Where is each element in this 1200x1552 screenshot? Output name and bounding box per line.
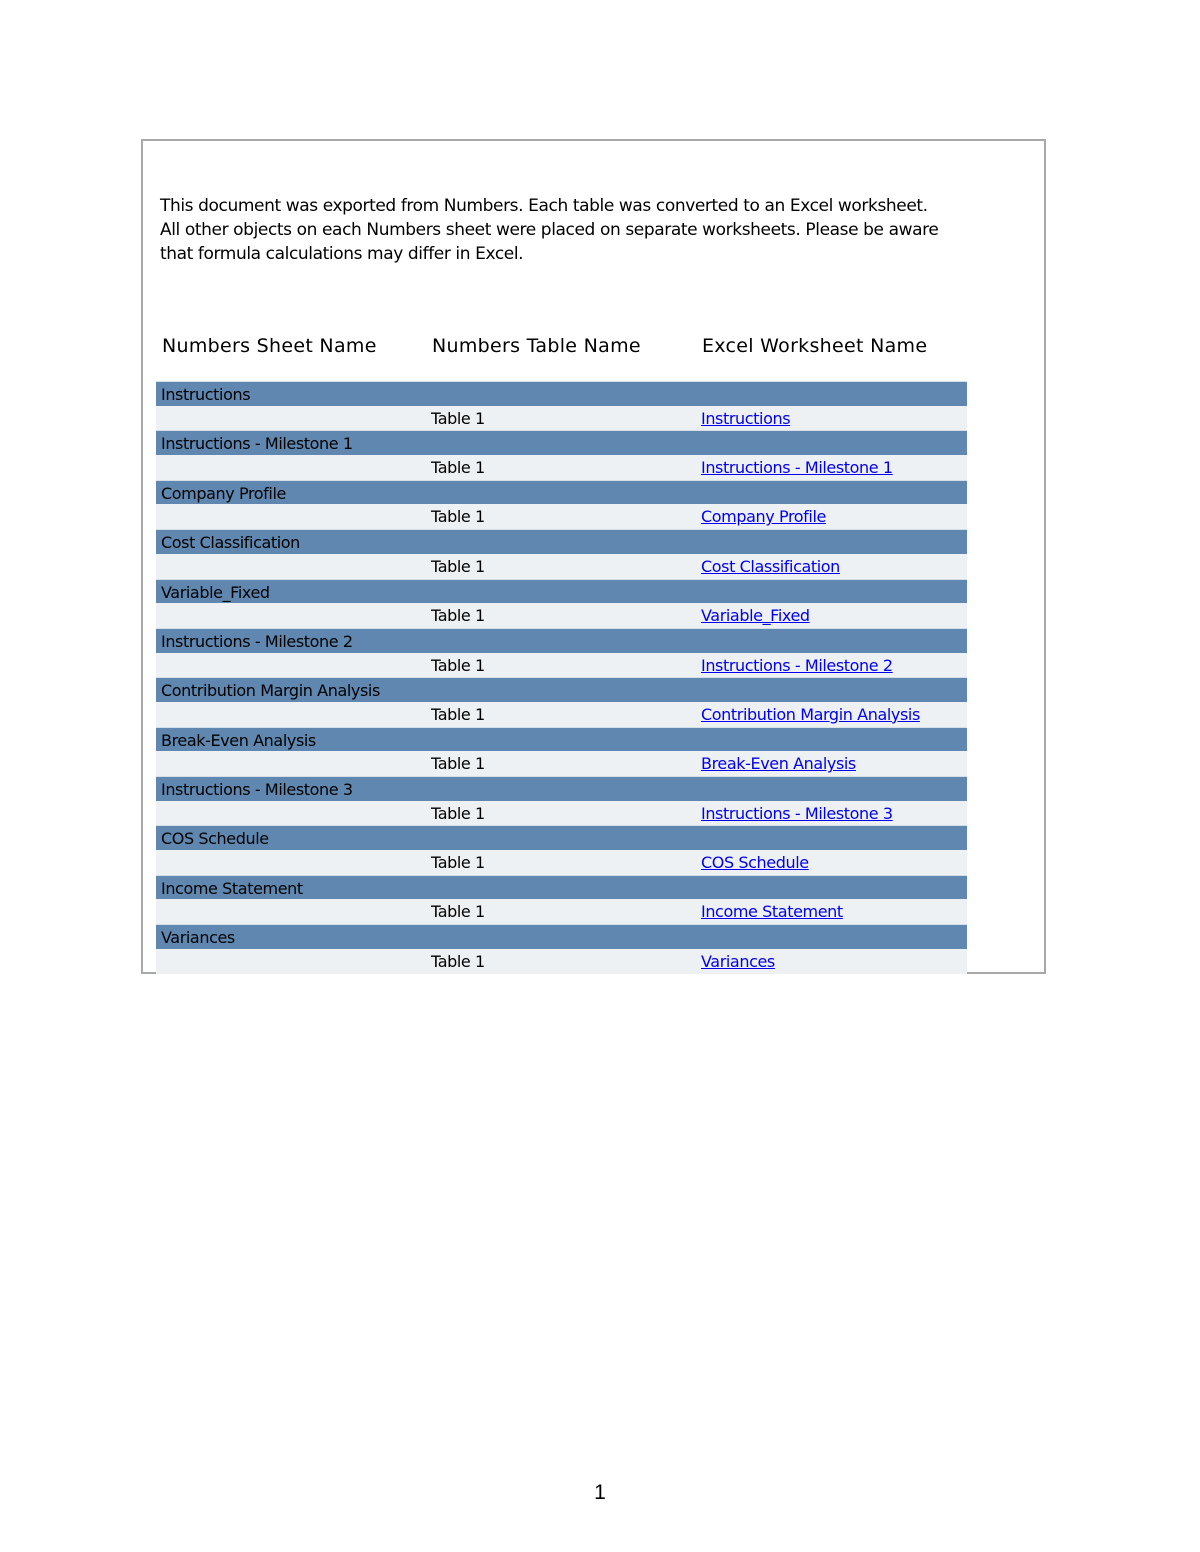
table-name: Table 1 (431, 951, 485, 971)
sheet-row (156, 825, 967, 850)
sheet-row (156, 875, 967, 900)
sheet-row (156, 677, 967, 702)
worksheet-link[interactable]: Variances (701, 951, 775, 971)
table-name: Table 1 (431, 556, 485, 576)
worksheet-link[interactable]: Instructions - Milestone 1 (701, 458, 893, 478)
sheet-name: Variances (161, 928, 235, 948)
table-row (156, 801, 967, 826)
worksheet-link[interactable]: Variable_Fixed (701, 606, 810, 626)
sheet-row (156, 727, 967, 752)
sheet-name: COS Schedule (161, 829, 269, 849)
worksheet-link[interactable]: Income Statement (701, 902, 843, 922)
table-name: Table 1 (431, 853, 485, 873)
sheet-index-table (156, 381, 967, 974)
worksheet-link[interactable]: Instructions (701, 408, 791, 428)
header-sheet-name: Numbers Sheet Name (162, 335, 377, 357)
sheet-name: Instructions (161, 385, 251, 404)
table-name: Table 1 (431, 902, 485, 922)
table-name: Table 1 (431, 803, 485, 823)
sheet-row (156, 381, 967, 406)
table-name: Table 1 (431, 606, 485, 626)
table-row (156, 850, 967, 875)
sheet-name: Contribution Margin Analysis (161, 681, 380, 701)
table-name: Table 1 (431, 704, 485, 724)
sheet-name: Instructions - Milestone 3 (161, 780, 353, 799)
header-worksheet-name: Excel Worksheet Name (702, 335, 928, 357)
sheet-name: Cost Classification (161, 533, 300, 553)
table-name: Table 1 (431, 458, 485, 478)
intro-text: This document was exported from Numbers. Each table was converted to an Excel worksheet. All other objects on each Numbers sheet were placed on separate worksheets. Please be aware that formula calculations may differ in Excel. (160, 196, 939, 264)
table-row (156, 554, 967, 579)
table-row (156, 455, 967, 480)
table-row (156, 751, 967, 776)
sheet-name: Company Profile (161, 483, 286, 503)
table-row (156, 504, 967, 529)
table-name: Table 1 (431, 507, 485, 527)
sheet-row (156, 529, 967, 554)
table-name: Table 1 (431, 754, 485, 774)
sheet-row (156, 579, 967, 604)
worksheet-link[interactable]: Company Profile (701, 507, 826, 527)
worksheet-link[interactable]: Instructions - Milestone 3 (701, 803, 893, 823)
table-row (156, 406, 967, 431)
worksheet-link[interactable]: COS Schedule (701, 853, 809, 873)
worksheet-link[interactable]: Instructions - Milestone 2 (701, 655, 893, 675)
page-number: 1 (594, 1481, 606, 1504)
worksheet-link[interactable]: Contribution Margin Analysis (701, 704, 920, 724)
sheet-row (156, 776, 967, 801)
sheet-row (156, 924, 967, 949)
table-name: Table 1 (431, 408, 485, 428)
table-row (156, 702, 967, 727)
sheet-row (156, 628, 967, 653)
table-name: Table 1 (431, 655, 485, 675)
sheet-row (156, 480, 967, 505)
header-table-name: Numbers Table Name (432, 335, 641, 357)
sheet-name: Income Statement (161, 878, 303, 898)
sheet-name: Instructions - Milestone 2 (161, 631, 353, 651)
sheet-row (156, 430, 967, 455)
worksheet-link[interactable]: Cost Classification (701, 556, 840, 576)
table-row (156, 949, 967, 974)
worksheet-link[interactable]: Break-Even Analysis (701, 754, 856, 774)
sheet-name: Instructions - Milestone 1 (161, 434, 353, 454)
table-row (156, 899, 967, 924)
sheet-name: Variable_Fixed (161, 582, 270, 602)
table-row (156, 653, 967, 678)
table-row (156, 603, 967, 628)
sheet-name: Break-Even Analysis (161, 730, 316, 750)
